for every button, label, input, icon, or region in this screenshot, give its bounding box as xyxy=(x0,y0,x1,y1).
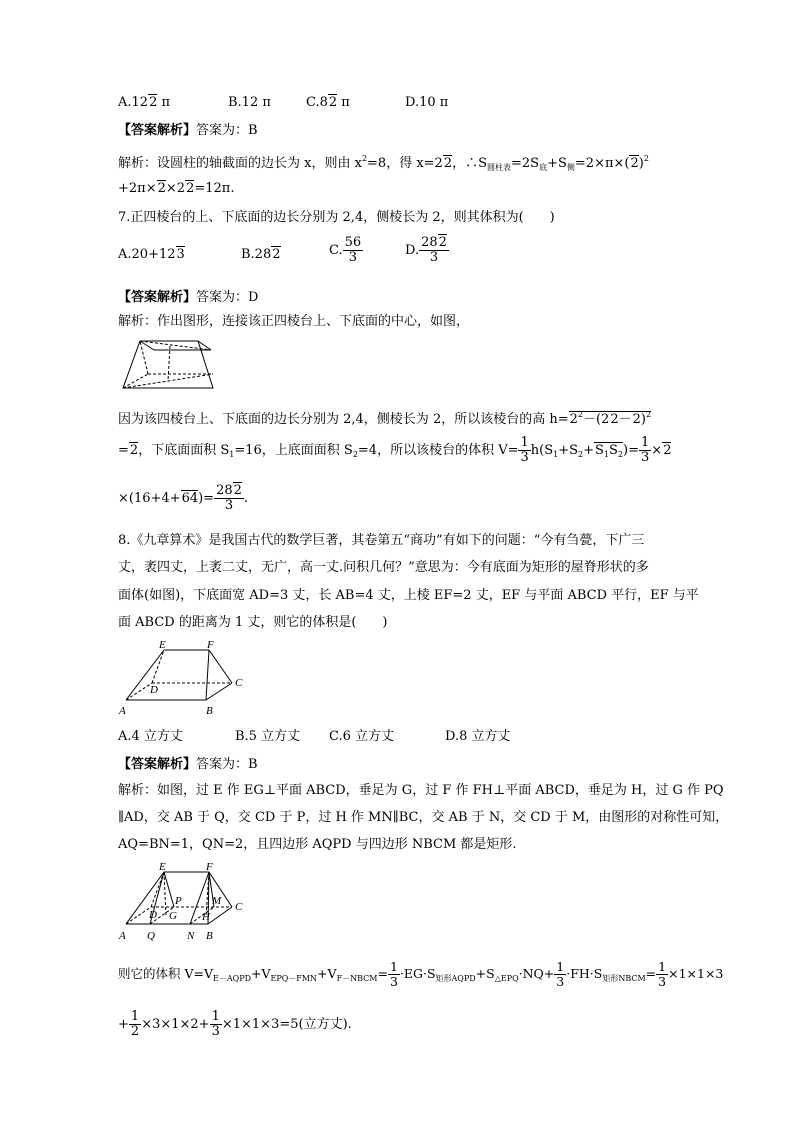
fig2-label-a: A xyxy=(119,930,126,942)
q8-stem-4: 面 ABCD 的距离为 1 丈，则它的体积是( ) xyxy=(118,615,388,630)
q7-analysis-3: =2，下底面面积 $S_1=16$，上底面面积 $S_2=4$，所以该棱台的体积 V= $\frac{1}{3}$ $h(S_1+S_2+S_1S_2)=$ $\frac{1}{3}$ ×2 xyxy=(118,435,672,465)
fig2-label-m: M xyxy=(212,895,222,907)
q7-option-b: B.282 xyxy=(241,247,281,262)
fig-label-d: D xyxy=(150,684,158,696)
frustum-figure xyxy=(118,336,218,396)
q8-volume-1: 则它的体积 $V=V_{E-AQPD}+V_{EPQ-FMN}+V_{F-NBCM}=$ $\frac{1}{3}$ $\cdot EG\cdot S_{矩形AQPD}+S_{\triangle EPQ}\cdot NQ+$ $\frac{1}{3}$ $\cdot FH\cdot S_{矩形NBCM}=$ $\frac{1}{3}$ ×1×1×3 xyxy=(118,959,724,989)
answer-text: 答案为：D xyxy=(196,290,259,305)
fig2-label-n: N xyxy=(187,930,195,942)
answer-text: 答案为：B xyxy=(196,123,258,138)
answer-label: 【答案解析】 xyxy=(118,123,197,138)
q8-option-a: A.4 立方丈 xyxy=(118,729,183,744)
wedge-figure xyxy=(116,638,256,720)
q6-option-b: B.12 π xyxy=(228,95,271,110)
answer-label: 【答案解析】 xyxy=(118,757,197,772)
q7-answer xyxy=(118,289,258,307)
q8-option-c: C.6 立方丈 xyxy=(329,729,395,744)
q7-option-a: A.20+123 xyxy=(118,247,185,262)
q7-analysis-1: 解析：作出图形，连接该正四棱台上、下底面的中心，如图， xyxy=(118,314,470,329)
q8-stem-3: 面体(如图)，下底面宽 AD=3 丈，长 AB=4 丈，上棱 EF=2 丈，EF 与平面 ABCD 平行，EF 与平 xyxy=(118,588,699,603)
q7-analysis-4: ×(16+4+64)= $\frac{282}{3}$ . xyxy=(118,483,249,513)
q7-option-d: D. $\frac{282}{3}$ xyxy=(405,235,447,265)
q6-option-a: A.122 π xyxy=(118,95,171,110)
answer-label: 【答案解析】 xyxy=(118,290,197,305)
q6-answer xyxy=(118,122,258,140)
fig2-label-e: E xyxy=(159,861,166,873)
q8-analysis-1: 解析：如图，过 E 作 EG⊥平面 ABCD，垂足为 G，过 F 作 FH⊥平面 ABCD，垂足为 H，过 G 作 PQ xyxy=(118,783,724,798)
q8-answer xyxy=(118,756,258,774)
fig2-label-q: Q xyxy=(147,930,155,942)
q7-option-c: C. $\frac{56}{3}$ xyxy=(329,235,362,265)
fig-label-a: A xyxy=(119,705,126,717)
q6-analysis-1: 解析：设圆柱的轴截面的边长为 x，则由 $x^2=8$，得 x=22，$\therefore S_{圆柱表}=2S_底+S_侧=2\times\pi\times(2)^2$ xyxy=(118,154,649,172)
fig2-label-d: D xyxy=(149,909,157,921)
fig2-label-p: P xyxy=(175,895,182,907)
q8-stem-1: 8.《九章算术》是我国古代的数学巨著，其卷第五“商功”有如下的问题：“今有刍甍，下广三 xyxy=(118,533,645,548)
q8-volume-2: + $\frac{1}{2}$ ×3×1×2+ $\frac{1}{3}$ ×1×1×3=5(立方丈). xyxy=(118,1009,352,1039)
q8-analysis-2: ∥AD，交 AB 于 Q，交 CD 于 P，过 H 作 MN∥BC，交 AB 于 N，交 CD 于 M，由图形的对称性可知， xyxy=(118,810,729,825)
q7-stem: 7.正四棱台的上、下底面的边长分别为 2,4，侧棱长为 2，则其体积为( ) xyxy=(118,210,555,225)
fig-label-e: E xyxy=(159,639,166,651)
q6-option-d: D.10 π xyxy=(405,95,449,110)
fig2-label-g: G xyxy=(169,910,177,922)
fig-label-b: B xyxy=(206,705,213,717)
fig2-label-f: F xyxy=(206,861,213,873)
q8-stem-2: 丈，袤四丈，上袤二丈，无广，高一丈.问积几何？”意思为：今有底面为矩形的屋脊形状的多 xyxy=(118,560,649,575)
answer-text: 答案为：B xyxy=(196,757,258,772)
q6-option-c: C.82 π xyxy=(306,95,350,110)
q8-analysis-3: AQ=BN=1，QN=2，且四边形 AQPD 与四边形 NBCM 都是矩形. xyxy=(118,837,517,852)
q7-analysis-2: 因为该四棱台上、下底面的边长分别为 2,4，侧棱长为 2，所以该棱台的高 $h=2^2-(22-2)^2$ xyxy=(118,410,652,427)
fig2-label-h: H xyxy=(202,911,210,923)
fig-label-c: C xyxy=(235,677,243,689)
q8-option-b: B.5 立方丈 xyxy=(235,729,301,744)
q8-option-d: D.8 立方丈 xyxy=(445,729,511,744)
fig2-label-c: C xyxy=(235,901,243,913)
fig-label-f: F xyxy=(207,639,214,651)
wedge-figure-detailed xyxy=(116,860,256,946)
fig2-label-b: B xyxy=(206,930,213,942)
q6-analysis-2: +2π×2×22=12π. xyxy=(118,181,235,196)
